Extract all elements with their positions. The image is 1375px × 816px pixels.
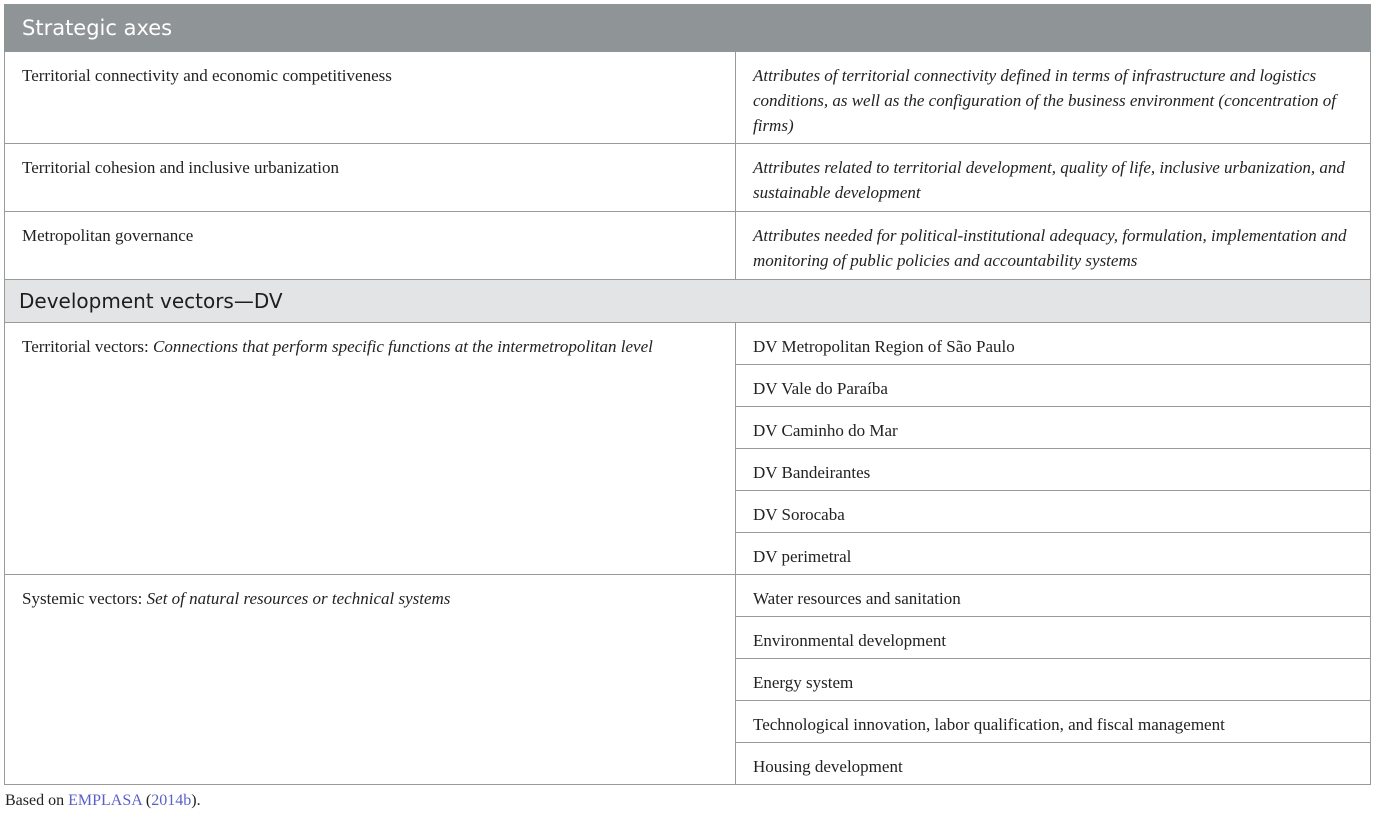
- territorial-vectors-cell: [5, 323, 736, 575]
- axis-name: Metropolitan governance: [5, 212, 736, 280]
- vector-row: [5, 323, 1371, 365]
- emplasa-link[interactable]: EMPLASA: [68, 792, 142, 809]
- vector-item: DV Caminho do Mar: [736, 407, 1371, 449]
- axis-description: Attributes related to territorial development, quality of life, inclusive urbanization, and sustainable development: [736, 144, 1371, 212]
- vector-item: DV Vale do Paraíba: [736, 365, 1371, 407]
- vector-item: Energy system: [736, 659, 1371, 701]
- vector-item: DV Sorocaba: [736, 491, 1371, 533]
- axis-row: [5, 52, 1371, 144]
- strategic-axes-header-row: [5, 5, 1371, 52]
- axis-name: Territorial cohesion and inclusive urbanization: [5, 144, 736, 212]
- vector-item: Environmental development: [736, 617, 1371, 659]
- axis-description: Attributes of territorial connectivity defined in terms of infrastructure and logistics conditions, as well as the configuration of the business environment (concentration of firms): [736, 52, 1371, 144]
- systemic-vectors-description: Set of natural resources or technical systems: [146, 589, 451, 608]
- axis-description: Attributes needed for political-institutional adequacy, formulation, implementation and monitoring of public policies and accountability systems: [736, 212, 1371, 280]
- territorial-vectors-label: Territorial vectors:: [22, 337, 153, 356]
- footnote-prefix: Based on: [5, 792, 69, 809]
- footnote-open: (: [141, 792, 152, 809]
- axis-row: [5, 212, 1371, 280]
- strategic-axes-header: Strategic axes: [5, 5, 1371, 52]
- development-vectors-header-row: [5, 280, 1371, 323]
- vector-item: Technological innovation, labor qualification, and fiscal management: [736, 701, 1371, 743]
- vector-item: Water resources and sanitation: [736, 575, 1371, 617]
- axis-name: Territorial connectivity and economic competitiveness: [5, 52, 736, 144]
- axis-row: [5, 144, 1371, 212]
- development-vectors-header: Development vectors—DV: [5, 280, 1371, 323]
- vector-item: DV Metropolitan Region of São Paulo: [736, 323, 1371, 365]
- systemic-vectors-cell: [5, 575, 736, 785]
- footnote-close: ).: [191, 792, 201, 809]
- strategic-axes-table: [4, 4, 1371, 785]
- systemic-vectors-label: Systemic vectors:: [22, 589, 147, 608]
- vector-item: DV Bandeirantes: [736, 449, 1371, 491]
- vector-item: DV perimetral: [736, 533, 1371, 575]
- vector-row: [5, 575, 1371, 617]
- vector-item: Housing development: [736, 743, 1371, 785]
- year-link[interactable]: 2014b: [151, 792, 192, 809]
- territorial-vectors-description: Connections that perform specific functions at the intermetropolitan level: [152, 337, 653, 356]
- table-footnote: [5, 792, 201, 810]
